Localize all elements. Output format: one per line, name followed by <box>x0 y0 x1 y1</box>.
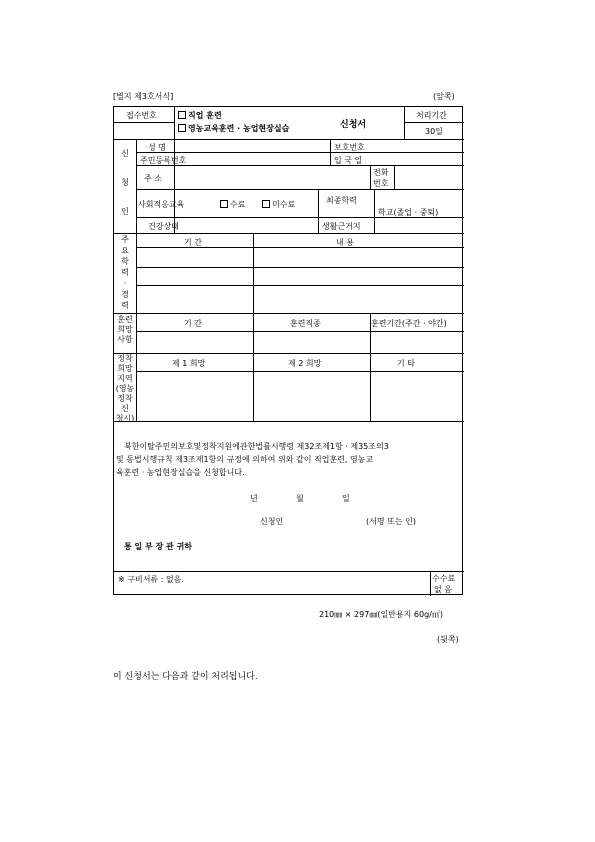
checkbox-icon[interactable] <box>178 124 186 132</box>
statement-line-2: 및 동법시행규칙 제3조제1항의 규정에 의하여 위와 같이 직업훈련, 영농교 <box>116 455 374 464</box>
date-year-label: 년 <box>250 494 258 503</box>
required-documents: ※ 구비서류 : 없음. <box>118 575 184 584</box>
statement-line-3: 육훈련 · 농업현장실습을 신청합니다. <box>116 468 245 477</box>
reception-number-label: 접수번호 <box>126 111 157 120</box>
statement-line-1: 북한이탈주민의보호및정착지원에관한법률시행령 제32조제1항 · 제35조의3 <box>124 442 389 451</box>
name-label: 성 명 <box>148 143 166 152</box>
phone-label-2: 번호 <box>373 179 389 188</box>
fee-label: 수수료 <box>432 574 456 583</box>
checkbox-icon[interactable] <box>220 200 228 208</box>
applicant-signature-label: 신청인 <box>260 517 284 526</box>
training-period-header: 기 간 <box>184 319 202 328</box>
signature-note: (서명 또는 인) <box>366 517 416 526</box>
checkbox-icon[interactable] <box>178 111 186 119</box>
recipient: 통 일 부 장 관 귀하 <box>124 542 193 551</box>
phone-label: 전화 <box>373 168 389 177</box>
first-choice-header: 제 1 희망 <box>172 359 206 368</box>
history-section-label: 주 요 학 력 · 경 력 <box>121 235 129 310</box>
processing-period-label: 처리기간 <box>416 111 447 120</box>
resident-number-label: 주민등록번호 <box>140 156 187 165</box>
not-completed-option[interactable] <box>262 199 295 210</box>
checkbox-icon[interactable] <box>262 200 270 208</box>
school-field: 학교(졸업 · 중퇴) <box>378 208 439 217</box>
front-side-label: (앞쪽) <box>433 92 455 101</box>
paper-spec: 210㎜ × 297㎜(일반용지 60g/㎡) <box>319 610 443 619</box>
health-label: 건강상태 <box>148 222 179 231</box>
option-farm-training-label: 영농교육훈련 · 농업현장실습 <box>188 124 290 133</box>
entry-date-label: 입 국 일 <box>334 156 363 165</box>
not-completed-label: 미수료 <box>272 200 296 209</box>
protection-number-label: 보호번호 <box>334 143 365 152</box>
fee-value: 없 음 <box>434 585 452 594</box>
closing-text: 이 신청서는 다음과 같이 처리됩니다. <box>113 672 258 682</box>
region-section-label: 정착 희망 지역 (영농 정착신 청시) <box>115 354 135 423</box>
completed-label: 수료 <box>230 200 246 209</box>
second-choice-header: 제 2 희망 <box>288 359 322 368</box>
processing-period-value: 30일 <box>425 127 443 136</box>
date-month-label: 월 <box>296 494 304 503</box>
application-form <box>113 106 463 595</box>
completed-option[interactable] <box>220 199 245 210</box>
social-education-label: 사회적응교육 <box>138 200 185 209</box>
date-day-label: 일 <box>342 494 350 503</box>
option-farm-training[interactable] <box>178 123 289 134</box>
option-job-training[interactable] <box>178 110 222 121</box>
form-number: [별지 제3호서식] <box>113 92 174 101</box>
history-content-header: 내 용 <box>336 238 354 247</box>
training-section-label: 훈련 희망 사항 <box>117 315 133 344</box>
training-time-header: 훈련기간(주간 · 야간) <box>371 319 447 328</box>
other-header: 기 타 <box>397 359 415 368</box>
applicant-section-label: 신 청 인 <box>121 149 129 216</box>
final-education-label: 최종학력 <box>326 196 357 205</box>
option-job-training-label: 직업 훈련 <box>188 111 222 120</box>
history-period-header: 기 간 <box>184 238 202 247</box>
training-job-header: 훈련직종 <box>290 319 321 328</box>
residence-label: 생활근거지 <box>322 222 361 231</box>
application-title: 신청서 <box>340 120 367 130</box>
address-label: 주 소 <box>144 174 162 183</box>
back-side-label: (뒷쪽) <box>437 635 459 644</box>
